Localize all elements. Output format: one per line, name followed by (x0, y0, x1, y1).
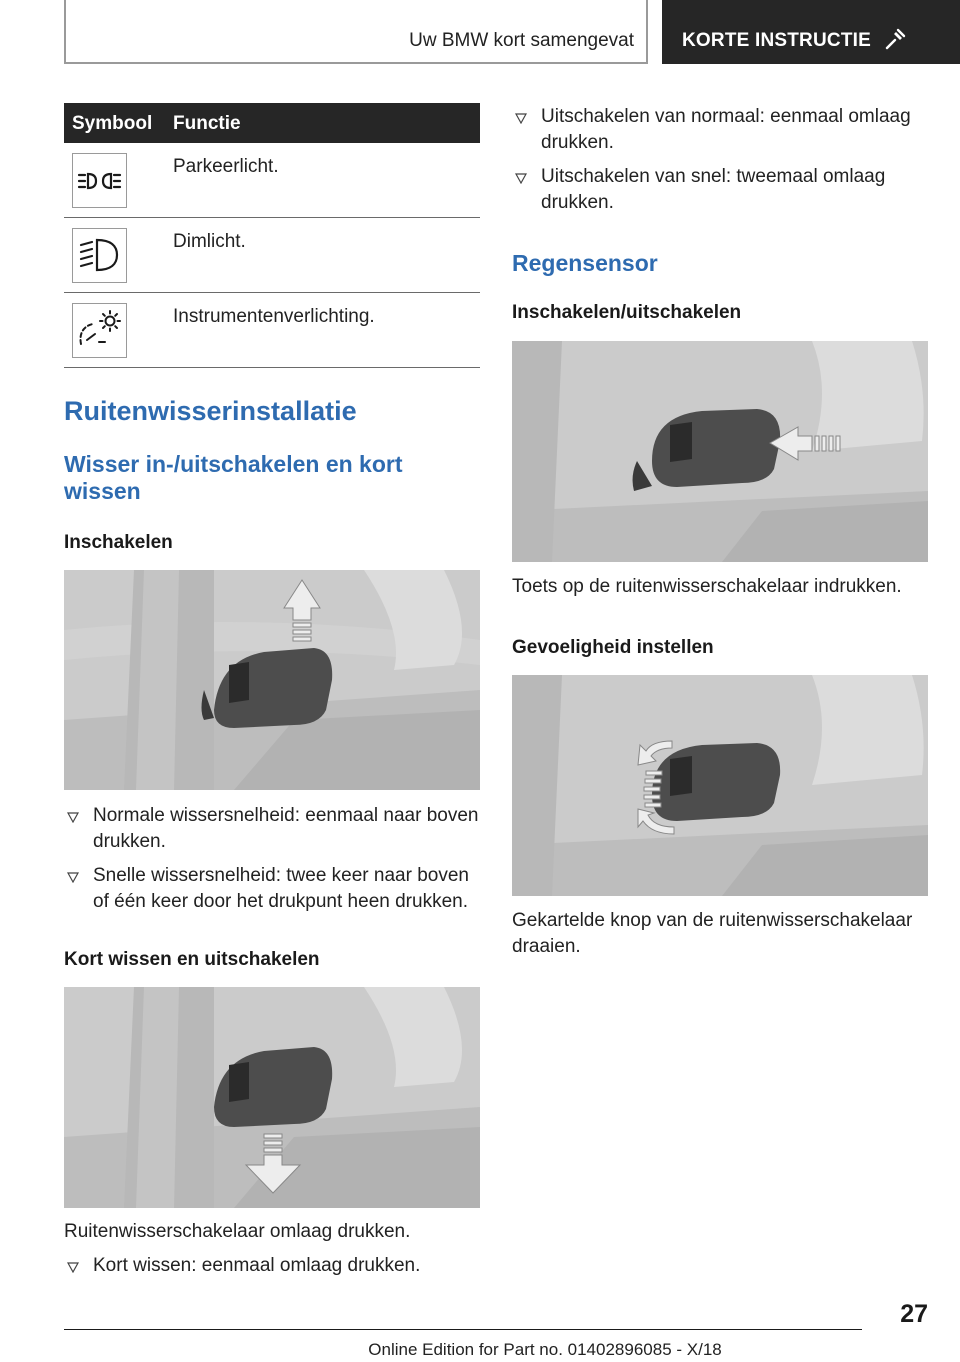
list-item-line: Snelle wissersnelheid: twee keer naar boven (93, 865, 469, 886)
bullet-triangle-icon (67, 872, 79, 883)
section-title-rain-sensor: Regensensor (512, 250, 658, 276)
footer-edition: Online Edition for Part no. 01402896085 - X/18 (368, 1340, 722, 1359)
list-item-line: drukken. (541, 132, 614, 153)
wiper-down-image (64, 987, 480, 1208)
symbol-cell (72, 228, 127, 283)
sensitivity-text-line: draaien. (512, 936, 581, 957)
parking-light-icon (73, 154, 126, 207)
subsection-title-line: Wisser in-/uitschakelen en kort (64, 451, 403, 477)
short-wipe-text: Ruitenwisserschakelaar omlaag drukken. (64, 1221, 411, 1242)
rain-toggle-text: Toets op de ruitenwisserschakelaar indrukken. (512, 576, 902, 597)
function-text: Parkeerlicht. (173, 156, 279, 177)
sensitivity-text-line: Gekartelde knop van de ruitenwisserschakelaar (512, 910, 913, 931)
short-wipe-list (64, 1253, 484, 1287)
section-title: Uw BMW kort samengevat (409, 30, 634, 51)
footer-divider (64, 1329, 862, 1330)
list-item-line: Normale wissersnelheid: eenmaal naar boven (93, 805, 479, 826)
bullet-triangle-icon (67, 1262, 79, 1273)
list-item (64, 803, 484, 855)
table-header (64, 103, 480, 143)
wiper-up-image (64, 570, 480, 790)
heading-rain-toggle: Inschakelen/uitschakelen (512, 302, 742, 323)
list-item-line: Kort wissen: eenmaal omlaag drukken. (93, 1255, 421, 1276)
low-beam-icon (73, 229, 126, 282)
list-item-line: Uitschakelen van snel: tweemaal omlaag (541, 166, 886, 187)
subsection-title-line: wissen (64, 478, 141, 504)
page-number: 27 (900, 1300, 928, 1328)
wiper-on-list (64, 803, 484, 923)
symbol-cell (72, 153, 127, 208)
chapter-title: KORTE INSTRUCTIE (682, 30, 871, 51)
section-title-wiper: Ruitenwisserinstallatie (64, 396, 357, 426)
instrument-lighting-icon (73, 304, 126, 357)
table-row (64, 293, 480, 368)
heading-sensitivity: Gevoeligheid instellen (512, 637, 714, 658)
column-header-symbol: Symbool (72, 113, 153, 134)
rain-sensor-sensitivity-image (512, 675, 928, 896)
list-item (512, 104, 932, 156)
header-chapter-tab (662, 0, 960, 64)
list-item-line: Uitschakelen van normaal: eenmaal omlaag (541, 106, 911, 127)
sensitivity-text (512, 908, 912, 960)
bullet-triangle-icon (515, 113, 527, 124)
table-row (64, 218, 480, 293)
header-section-tab (64, 0, 648, 64)
list-item-line: drukken. (541, 192, 614, 213)
wiper-off-list (512, 104, 932, 224)
heading-switch-on: Inschakelen (64, 532, 173, 553)
function-text: Dimlicht. (173, 231, 246, 252)
list-item (64, 1253, 484, 1279)
function-text: Instrumentenverlichting. (173, 306, 375, 327)
column-header-function: Functie (173, 113, 241, 134)
list-item-line: drukken. (93, 831, 166, 852)
list-item (512, 164, 932, 216)
list-item-line: of één keer door het drukpunt heen drukken. (93, 891, 468, 912)
bullet-triangle-icon (515, 173, 527, 184)
symbol-cell (72, 303, 127, 358)
rain-sensor-toggle-image (512, 341, 928, 562)
symbol-table (64, 103, 480, 368)
table-row (64, 143, 480, 218)
heading-short-wipe: Kort wissen en uitschakelen (64, 949, 320, 970)
wrench-pen-icon (884, 28, 906, 50)
subsection-title-wiper (64, 451, 403, 505)
bullet-triangle-icon (67, 812, 79, 823)
list-item (64, 863, 484, 915)
